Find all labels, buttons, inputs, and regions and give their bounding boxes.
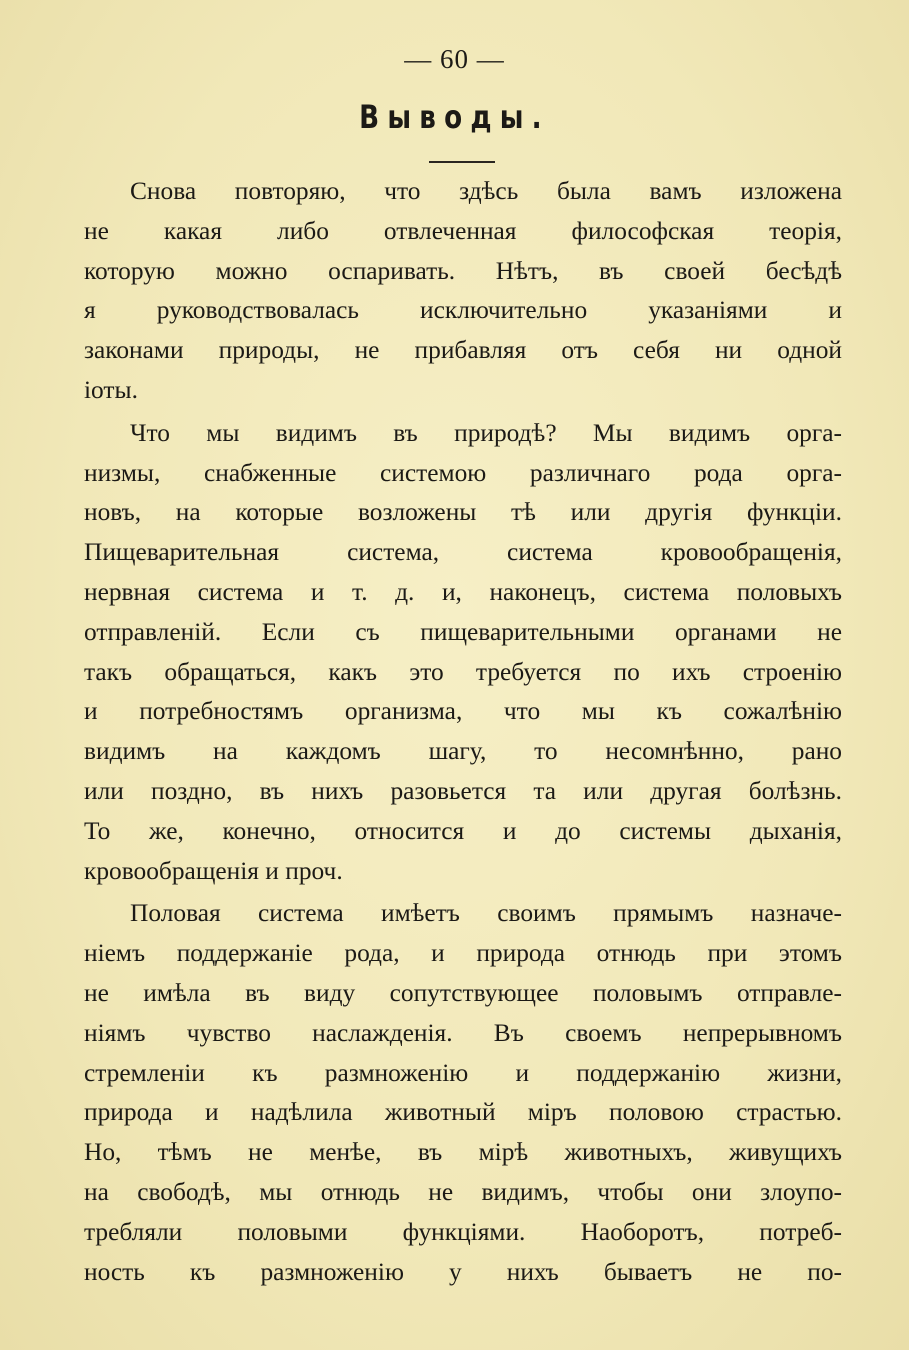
text-line: природа и надѣлила животный міръ половою страстью. <box>84 1098 842 1127</box>
text-line: отправленій. Если съ пищеварительными органами не <box>84 617 842 646</box>
text-line: видимъ на каждомъ шагу, то несомнѣнно, рано <box>84 737 842 766</box>
text-line: ніемъ поддержаніе рода, и природа отнюдь при этомъ <box>84 939 842 968</box>
body-text <box>84 172 842 1292</box>
text-line: Но, тѣмъ не менѣе, въ мірѣ животныхъ, живущихъ <box>84 1138 842 1167</box>
text-line: Что мы видимъ въ природѣ? Мы видимъ орга- <box>130 418 842 447</box>
text-line: низмы, снабженные системою различнаго рода орга- <box>84 458 842 487</box>
text-line: То же, конечно, относится и до системы дыханія, <box>84 816 842 845</box>
text-line: или поздно, въ нихъ разовьется та или другая болѣзнь. <box>84 776 842 805</box>
paragraph-1 <box>84 172 842 411</box>
text-line: ніямъ чувство наслажденія. Въ своемъ непрерывномъ <box>84 1018 842 1047</box>
page-number: — 60 — <box>404 44 505 74</box>
title-rule <box>429 161 495 163</box>
text-line: не какая либо отвлеченная философская теорія, <box>84 216 842 245</box>
text-line: іоты. <box>84 375 138 404</box>
paragraph-3 <box>84 894 842 1292</box>
text-line: требляли половыми функціями. Наоборотъ, потреб- <box>84 1217 842 1246</box>
text-line: и потребностямъ организма, что мы къ сожалѣнію <box>84 697 842 726</box>
text-line: кровообращенія и проч. <box>84 856 343 885</box>
text-line: такъ обращаться, какъ это требуется по ихъ строенію <box>84 657 842 686</box>
text-line: нервная система и т. д. и, наконецъ, система половыхъ <box>84 577 842 606</box>
text-line: Пищеварительная система, система кровообращенія, <box>84 538 842 567</box>
text-line: я руководствовалась исключительно указаніями и <box>84 296 842 325</box>
text-line: ность къ размноженію у нихъ бываетъ не по- <box>84 1257 842 1286</box>
paragraph-2 <box>84 414 842 892</box>
chapter-title: Выводы. <box>359 98 550 136</box>
text-line: которую можно оспаривать. Нѣтъ, въ своей бесѣдѣ <box>84 256 842 285</box>
text-line: законами природы, не прибавляя отъ себя ни одной <box>84 336 842 365</box>
text-line: на свободѣ, мы отнюдь не видимъ, чтобы они злоупо- <box>84 1177 842 1206</box>
text-line: новъ, на которые возложены тѣ или другія функціи. <box>84 498 842 527</box>
text-line: Половая система имѣетъ своимъ прямымъ назначе- <box>130 899 842 928</box>
text-line: стремленіи къ размноженію и поддержанію жизни, <box>84 1058 842 1087</box>
text-line: Снова повторяю, что здѣсь была вамъ изложена <box>130 177 842 205</box>
text-line: не имѣла въ виду сопутствующее половымъ отправле- <box>84 978 842 1007</box>
